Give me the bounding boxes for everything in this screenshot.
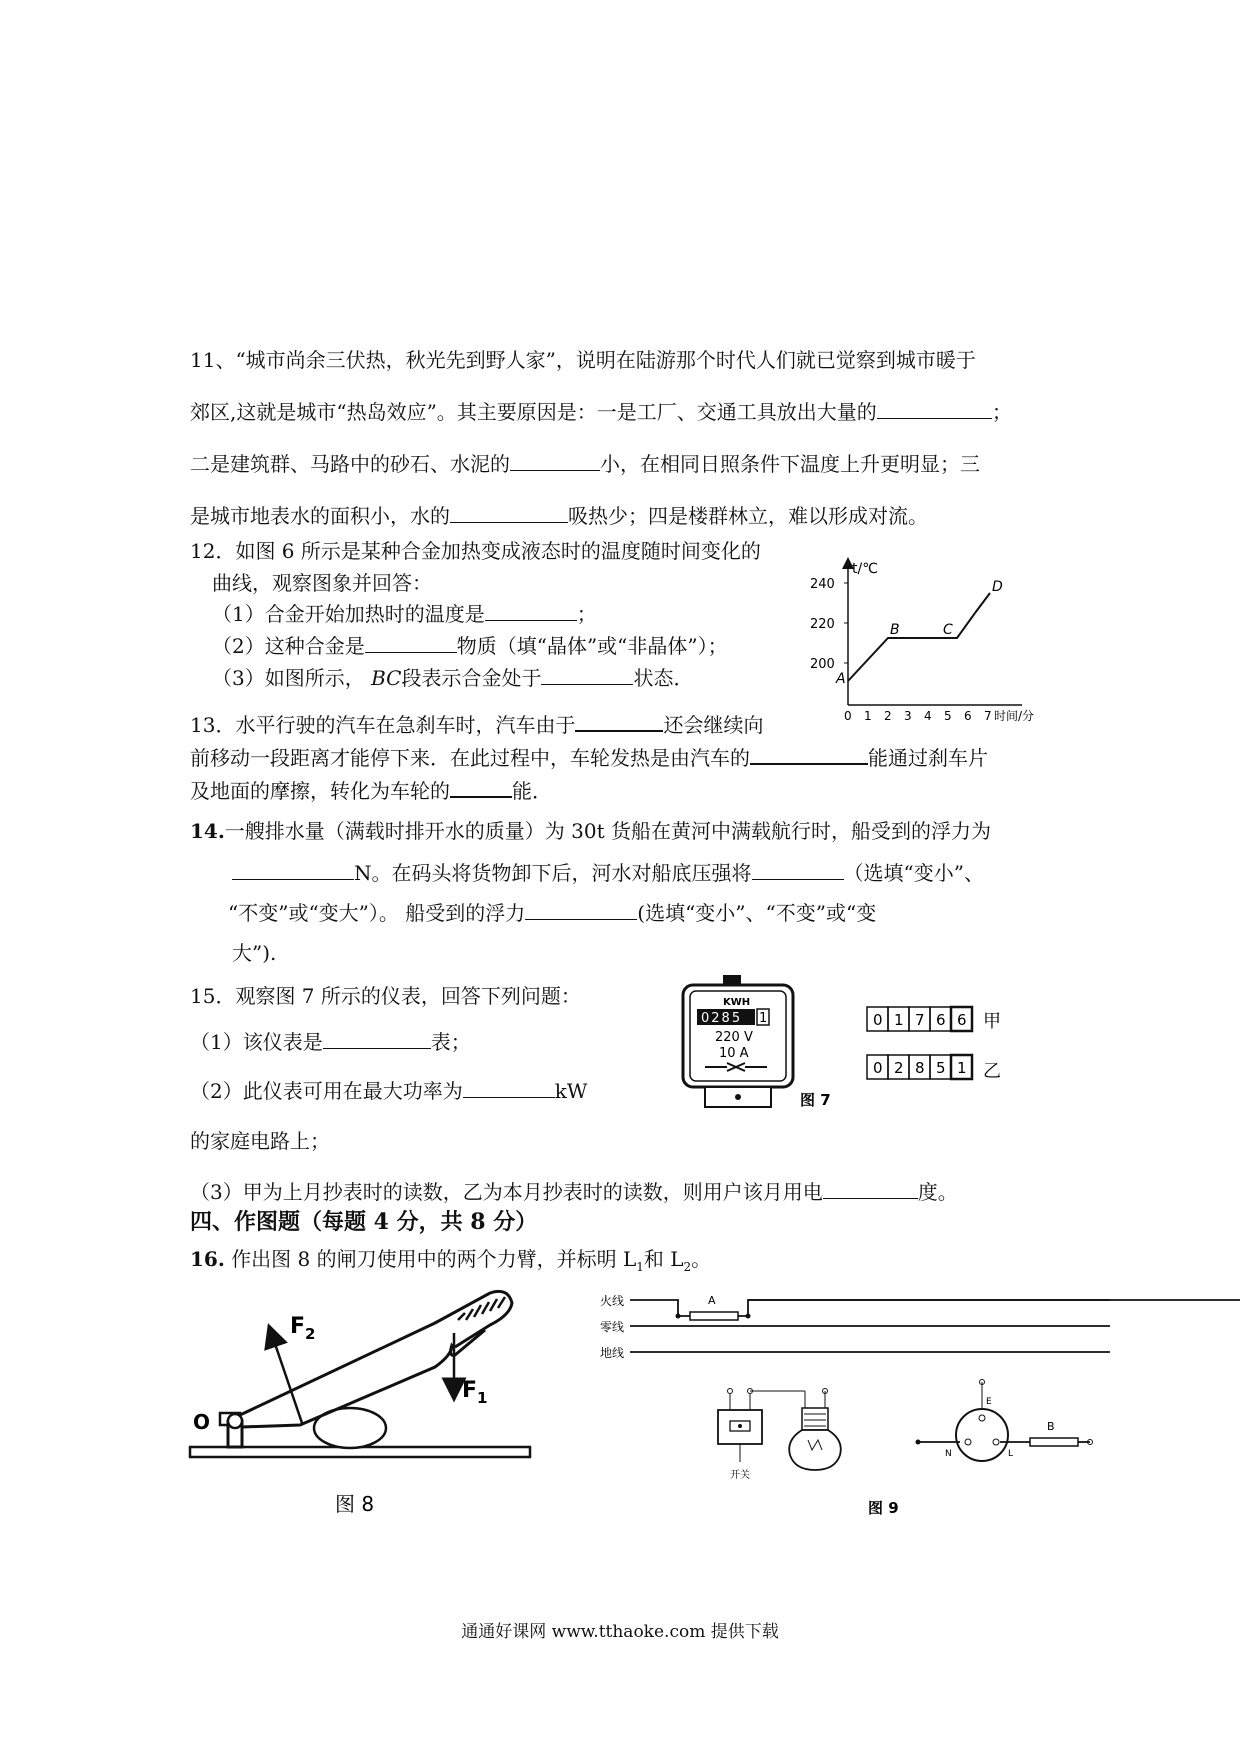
point-label: D (992, 579, 1003, 595)
point-label: A (836, 671, 846, 687)
svg-text:6: 6 (957, 1011, 967, 1029)
fig8-caption: 图 8 (335, 1492, 375, 1516)
live-terminal: L (1008, 1449, 1014, 1459)
f2-arrow (272, 1335, 302, 1423)
meter-last-digit: 1 (759, 1011, 768, 1026)
answer-blank[interactable] (450, 778, 512, 798)
switch (718, 1389, 805, 1482)
pivot-label: O (193, 1410, 211, 1434)
footer-credit: 通通好课网 www.tthaoke.com 提供下载 (461, 1622, 779, 1642)
section-title: 四、作图题（每题 4 分，共 8 分） (190, 1209, 538, 1235)
answer-blank[interactable] (463, 1079, 555, 1098)
q15-part1: （1）该仪表是 表； (190, 1030, 471, 1054)
q12-line1: 12．如图 6 所示是某种合金加热变成液态时的温度随时间变化的 (190, 539, 761, 563)
answer-blank[interactable] (752, 861, 844, 880)
svg-text:1: 1 (894, 1011, 904, 1029)
svg-text:5: 5 (936, 1059, 946, 1077)
live-wire (630, 1300, 690, 1316)
svg-text:乙: 乙 (983, 1061, 1001, 1082)
q14-line4: 大”). (232, 941, 277, 965)
q11-line4: 是城市地表水的面积小，水的 吸热少；四是楼群林立，难以形成对流。 (190, 504, 928, 528)
point-label: B (890, 622, 900, 638)
answer-blank[interactable] (450, 504, 568, 523)
answer-blank[interactable] (877, 400, 992, 419)
svg-text:A: A (708, 1294, 716, 1307)
temperature-curve (848, 613, 975, 681)
answer-blank[interactable] (541, 666, 633, 685)
q12-line2: 曲线，观察图象并回答： (212, 571, 432, 595)
q15-part3: （3）甲为上月抄表时的读数，乙为本月抄表时的读数，则用户该月用电 度。 (190, 1180, 958, 1204)
x-tick: 3 (904, 709, 912, 723)
svg-text:1: 1 (957, 1059, 967, 1077)
q15-part2: （2）此仪表可用在最大功率为 kW (190, 1079, 588, 1103)
x-axis-label: 时间/分 (994, 709, 1035, 723)
x-tick: 6 (964, 709, 972, 723)
wiring-diagram-figure (590, 1290, 1120, 1530)
fuse-b (1030, 1438, 1078, 1446)
q14-line2: N。在码头将货物卸下后，河水对船底压强将 （选填“变小”、 (232, 860, 984, 886)
svg-text:6: 6 (936, 1011, 946, 1029)
light-bulb (789, 1389, 841, 1471)
x-tick: 5 (944, 709, 952, 723)
answer-blank[interactable] (323, 1030, 431, 1049)
f2-label: $F_2$ (290, 1314, 316, 1343)
x-tick: 1 (864, 709, 872, 723)
switch-label: 开关 (730, 1470, 750, 1481)
voltage-label: 220 V (715, 1030, 753, 1045)
q12-part1: （1）合金开始加热时的温度是 ； (212, 602, 597, 626)
svg-text:8: 8 (915, 1059, 925, 1077)
q15-line1: 15．观察图 7 所示的仪表，回答下列问题： (190, 984, 581, 1008)
q13-line1: 13．水平行驶的汽车在急刹车时，汽车由于 还会继续向 (190, 713, 764, 737)
current-label: 10 A (719, 1046, 749, 1061)
q11-line1: 11、“城市尚余三伏热，秋光先到野人家”，说明在陆游那个时代人们就已觉察到城市暖于 (190, 348, 976, 372)
q11-line3: 二是建筑群、马路中的砂石、水泥的 小，在相同日照条件下温度上升更明显；三 (190, 452, 980, 476)
reading-jia (867, 1007, 1001, 1032)
reading-yi (867, 1055, 1001, 1082)
kwh-label: KWH (723, 997, 751, 1008)
q13-line2: 前移动一段距离才能停下来．在此过程中，车轮发热是由汽车的 能通过刹车片 (190, 746, 988, 770)
svg-text:2: 2 (894, 1059, 904, 1077)
q14-line1: 14.一艘排水量（满载时排开水的质量）为 30t 货船在黄河中满载航行时，船受到的浮力为 (190, 819, 991, 843)
ground-terminal: E (986, 1397, 992, 1407)
ground-wire-label: 地线 (600, 1346, 625, 1360)
f1-label: $F_1$ (462, 1378, 488, 1407)
neutral-terminal: N (945, 1449, 952, 1459)
svg-text:甲: 甲 (983, 1011, 1001, 1032)
knife-switch-figure (190, 1285, 540, 1525)
y-tick: 240 (810, 577, 835, 592)
x-tick: 7 (984, 709, 992, 723)
pivot (228, 1414, 242, 1428)
svg-text:0: 0 (873, 1011, 883, 1029)
answer-blank[interactable] (823, 1180, 918, 1199)
svg-text:7: 7 (915, 1011, 925, 1029)
answer-blank[interactable] (365, 634, 457, 653)
temperature-time-graph (800, 555, 1035, 723)
answer-blank[interactable] (232, 861, 354, 880)
svg-text:B: B (1047, 1420, 1055, 1433)
socket (916, 1380, 1031, 1462)
fig7-caption: 图 7 (800, 1091, 831, 1109)
y-axis-label: t/℃ (852, 561, 878, 577)
fig9-caption: 图 9 (868, 1499, 899, 1517)
point-label: C (943, 622, 953, 638)
q16-line: 16. 作出图 8 的闸刀使用中的两个力臂，并标明 $L_1$和 $L_2$。 (190, 1247, 712, 1274)
q15-part2-cont: 的家庭电路上； (190, 1129, 330, 1153)
q12-part3: （3）如图所示， BC段表示合金处于 状态． (212, 666, 694, 690)
answer-blank[interactable] (485, 602, 577, 621)
answer-blank[interactable] (525, 901, 637, 920)
answer-blank[interactable] (510, 452, 600, 471)
meter-reading: 0285 (701, 1011, 743, 1026)
x-tick: 4 (924, 709, 932, 723)
q14-line3: “不变”或“变大”）。 船受到的浮力 (选填“变小”、“不变”或“变 (228, 901, 877, 925)
svg-text:0: 0 (873, 1059, 883, 1077)
meter-readings (865, 1005, 1015, 1095)
q11-line2: 郊区,这就是城市“热岛效应”。其主要原因是：一是工厂、交通工具放出大量的 ； (190, 400, 1012, 424)
x-tick: 0 (844, 709, 852, 723)
y-tick: 220 (810, 617, 835, 632)
y-tick: 200 (810, 657, 835, 672)
x-tick: 2 (884, 709, 892, 723)
live-wire-label: 火线 (600, 1294, 625, 1308)
neutral-wire-label: 零线 (600, 1320, 625, 1334)
answer-blank[interactable] (575, 712, 663, 732)
q12-part2: （2）这种合金是 物质（填“晶体”或“非晶体”）； (212, 634, 728, 658)
answer-blank[interactable] (750, 745, 868, 765)
fuse-a (690, 1312, 738, 1320)
q13-line3: 及地面的摩擦，转化为车轮的 能． (190, 779, 552, 803)
